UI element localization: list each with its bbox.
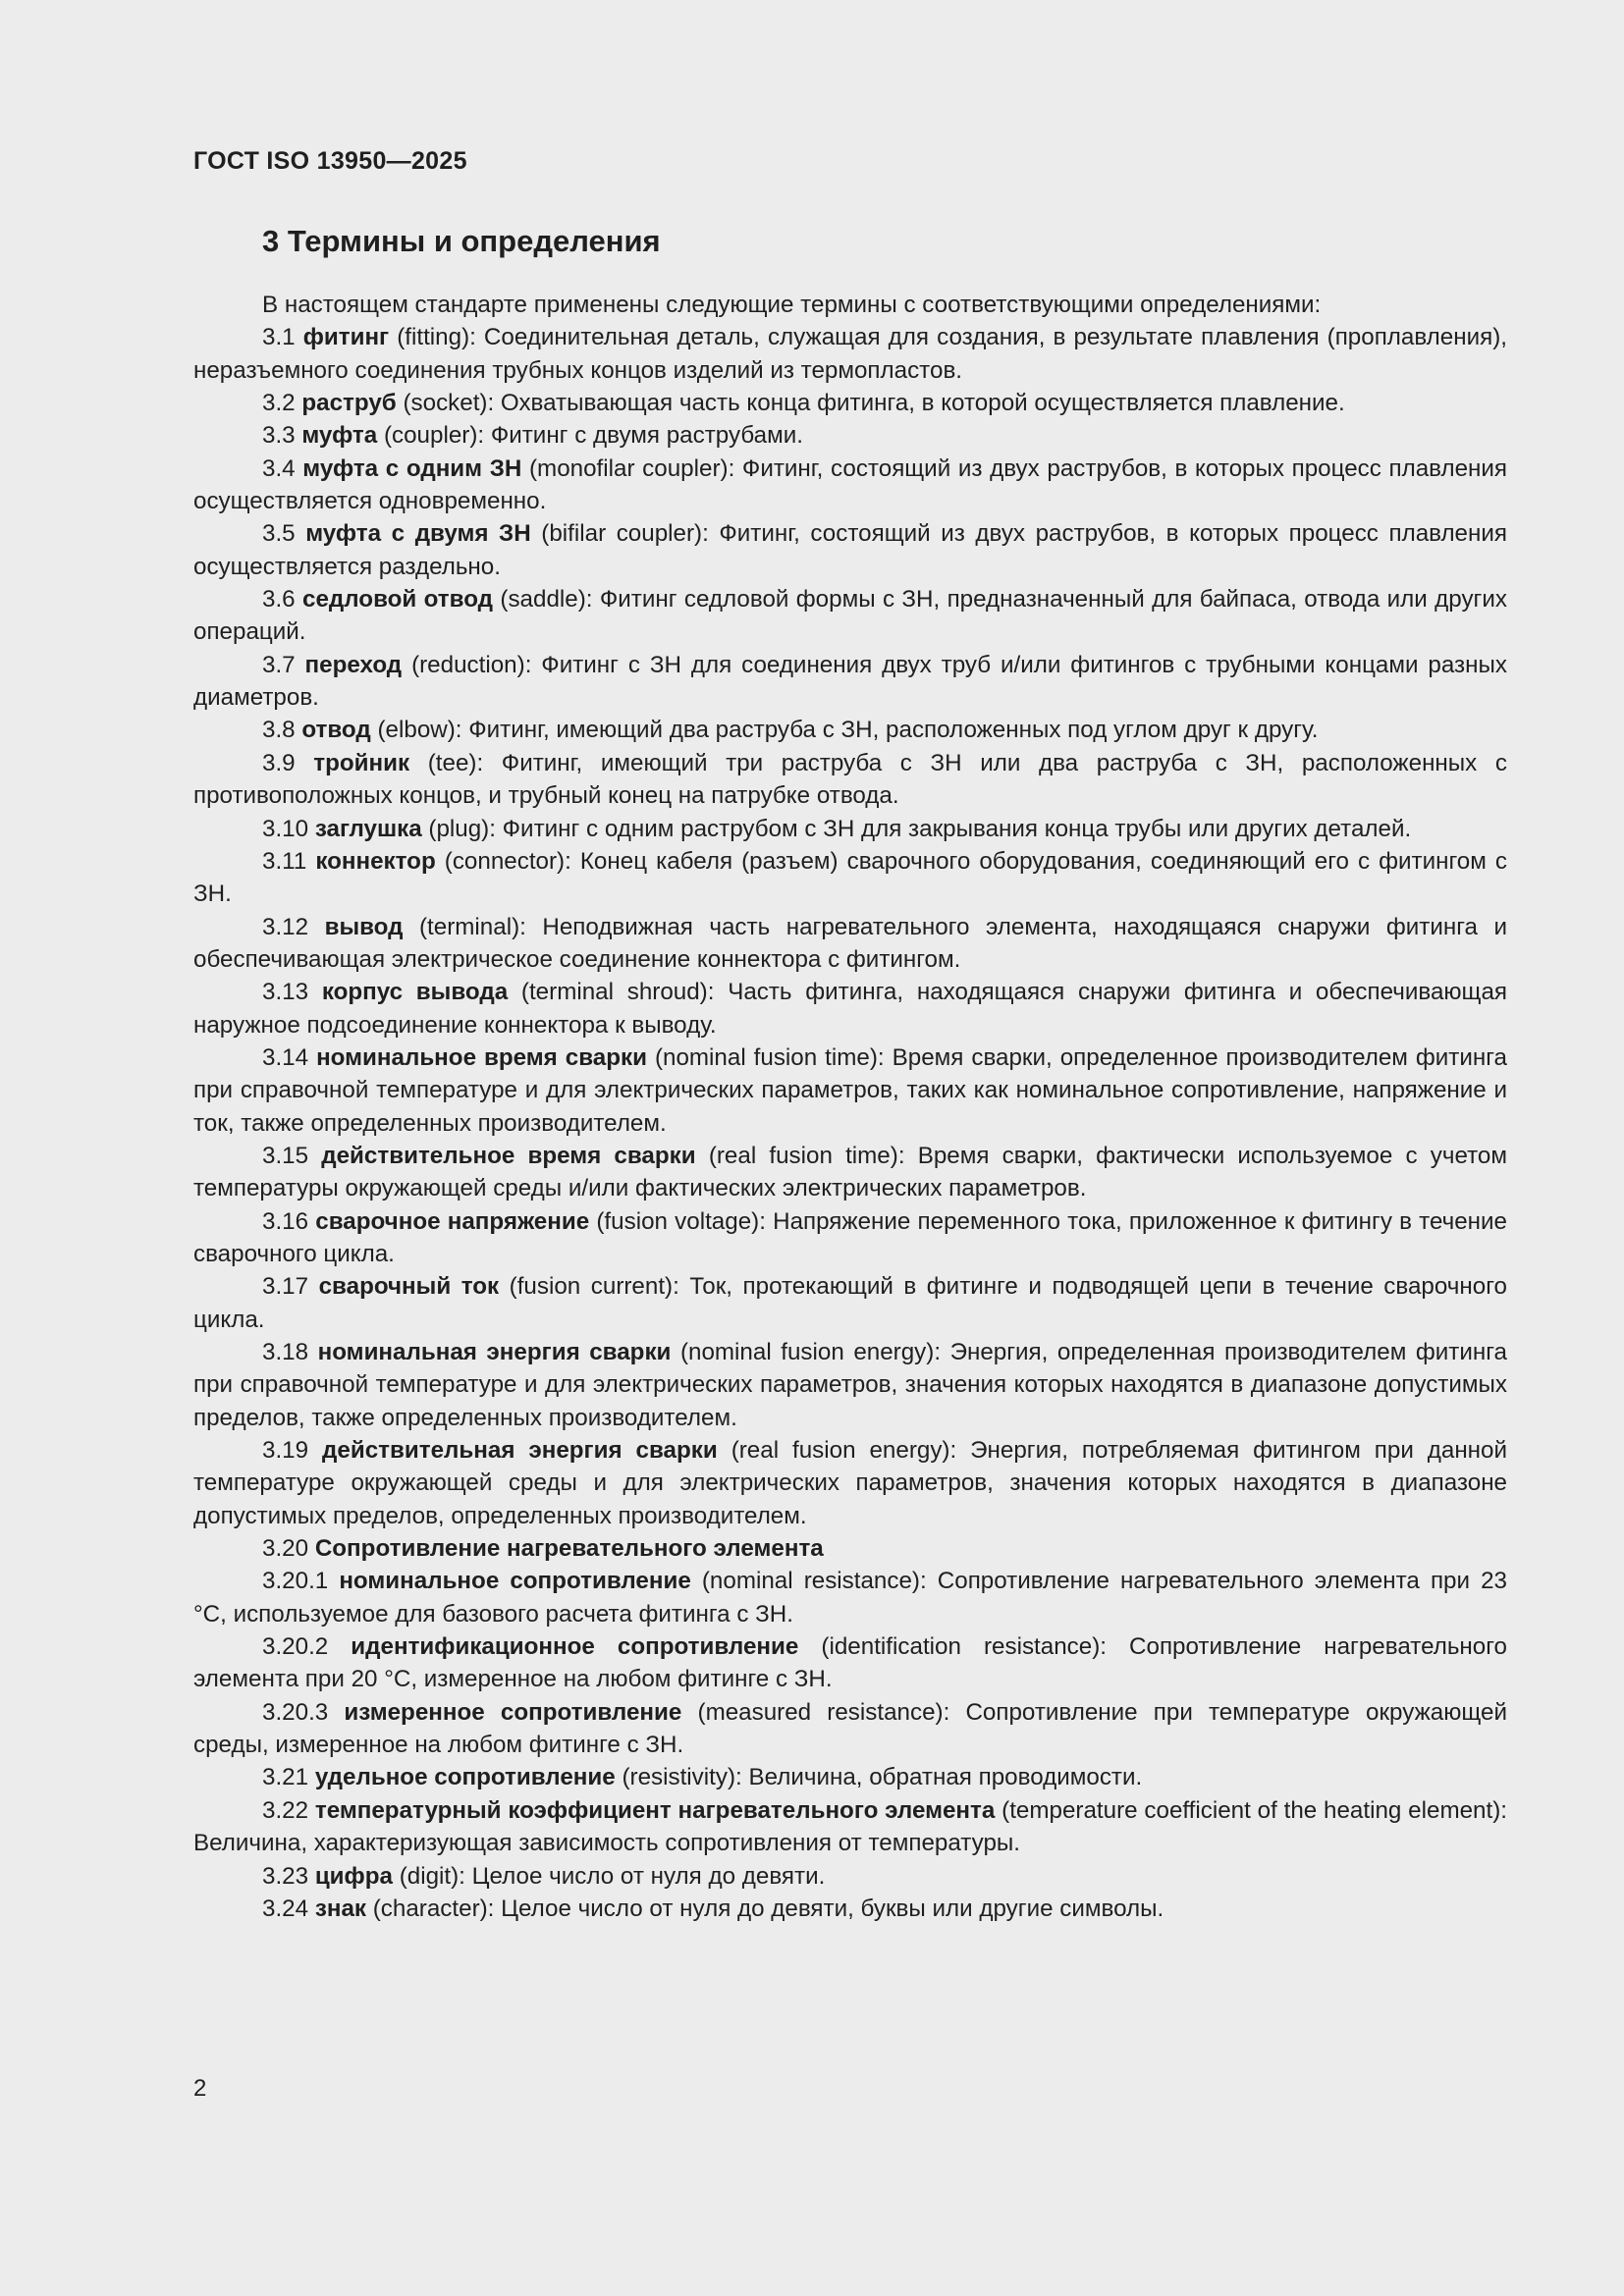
term-name: действительная энергия сварки	[322, 1437, 718, 1465]
term-entry	[193, 419, 1507, 452]
term-number: 3.13	[262, 979, 309, 1006]
term-entry	[193, 1696, 1507, 1762]
definitions-list	[193, 289, 1507, 1925]
term-definition: (monofilar coupler): Фитинг, состоящий из двух раструбов, в которых процесс плавления осуществляется одновременно.	[193, 454, 1507, 515]
page-number: 2	[193, 2075, 207, 2102]
term-entry	[193, 387, 1507, 419]
term-name: фитинг	[302, 324, 390, 351]
term-number: 3.23	[262, 1862, 309, 1890]
term-entry	[193, 1565, 1507, 1630]
term-definition: (tee): Фитинг, имеющий три раструба с ЗН или два раструба с ЗН, расположенных с противоположных концов, и трубный конец на патрубке отвода.	[193, 749, 1507, 810]
term-name: заглушка	[314, 815, 422, 842]
term-number: 3.5	[262, 520, 296, 548]
term-name: вывод	[324, 913, 404, 940]
term-name: муфта	[301, 422, 378, 450]
term-definition: (nominal fusion energy): Энергия, определенная производителем фитинга при справочной температуре и для электрических параметров, значения которых находятся в диапазоне допустимых пределов, также определенных производителем.	[193, 1339, 1507, 1431]
term-definition: (coupler): Фитинг с двумя раструбами.	[383, 422, 803, 450]
term-definition: (fusion current): Ток, протекающий в фитинге и подводящей цепи в течение сварочного цикла.	[193, 1273, 1507, 1333]
section-intro: В настоящем стандарте применены следующие термины с соответствующими определениями:	[262, 292, 1322, 318]
term-number: 3.14	[262, 1043, 309, 1071]
term-definition: (bifilar coupler): Фитинг, состоящий из двух раструбов, в которых процесс плавления осуществляется раздельно.	[193, 520, 1507, 580]
term-entry	[193, 321, 1507, 387]
term-name: раструб	[301, 390, 397, 417]
term-number: 3.21	[262, 1764, 309, 1791]
term-definition: (terminal): Неподвижная часть нагревательного элемента, находящаяся снаружи фитинга и обеспечивающая электрическое соединение коннектора с фитингом.	[193, 913, 1507, 973]
term-number: 3.20	[262, 1535, 309, 1563]
term-definition: (nominal resistance): Сопротивление нагревательного элемента при 23 °C, используемое для базового расчета фитинга с ЗН.	[193, 1568, 1507, 1628]
term-name: муфта с одним ЗН	[302, 454, 522, 482]
term-number: 3.22	[262, 1796, 309, 1824]
term-number: 3.15	[262, 1142, 309, 1169]
term-definition: (socket): Охватывающая часть конца фитинга, в которой осуществляется плавление.	[403, 390, 1345, 417]
term-entries	[193, 321, 1507, 1925]
term-name: номинальная энергия сварки	[317, 1339, 672, 1365]
term-number: 3.17	[262, 1273, 309, 1301]
term-number: 3.8	[262, 717, 296, 744]
term-number: 3.20.1	[262, 1568, 329, 1595]
section-title: 3 Термины и определения	[262, 224, 661, 258]
term-number: 3.11	[262, 847, 307, 875]
term-entry	[193, 1860, 1507, 1893]
term-definition: (reduction): Фитинг с ЗН для соединения двух труб и/или фитингов с трубными концами разных диаметров.	[193, 651, 1507, 712]
term-name: номинальное сопротивление	[339, 1568, 691, 1595]
term-entry	[193, 747, 1507, 813]
term-number: 3.1	[262, 324, 296, 351]
term-definition: (real fusion energy): Энергия, потребляемая фитингом при данной температуре окружающей среды и для электрических параметров, значения которых находятся в диапазоне допустимых пределов, определенных производителем.	[193, 1437, 1507, 1529]
term-entry	[193, 1893, 1507, 1925]
term-definition: (real fusion time): Время сварки, фактически используемое с учетом температуры окружающей среды и/или фактических электрических параметров.	[193, 1142, 1507, 1202]
term-number: 3.12	[262, 913, 309, 940]
term-definition: (fusion voltage): Напряжение переменного тока, приложенное к фитингу в течение сварочного цикла.	[193, 1207, 1507, 1267]
term-number: 3.20.3	[262, 1698, 329, 1726]
term-name: Сопротивление нагревательного элемента	[314, 1535, 824, 1563]
term-name: номинальное время сварки	[316, 1043, 647, 1071]
term-name: сварочное напряжение	[315, 1207, 590, 1235]
term-entry	[193, 1794, 1507, 1860]
term-definition: (saddle): Фитинг седловой формы с ЗН, предназначенный для байпаса, отвода или других операций.	[193, 586, 1507, 646]
term-number: 3.20.2	[262, 1633, 329, 1661]
term-name: идентификационное сопротивление	[351, 1633, 799, 1661]
term-number: 3.3	[262, 422, 296, 450]
term-name: сварочный ток	[318, 1273, 500, 1301]
term-name: отвод	[301, 717, 371, 744]
term-entry	[193, 453, 1507, 518]
term-number: 3.6	[262, 586, 296, 614]
term-entry	[193, 911, 1507, 977]
term-name: корпус вывода	[321, 979, 509, 1006]
term-entry	[193, 1434, 1507, 1532]
term-number: 3.16	[262, 1207, 309, 1235]
term-definition: (identification resistance): Сопротивление нагревательного элемента при 20 °C, измеренное на любом фитинге с ЗН.	[193, 1633, 1507, 1693]
term-entry	[193, 583, 1507, 649]
term-definition: (character): Целое число от нуля до девяти, буквы или другие символы.	[372, 1895, 1164, 1922]
term-entry	[193, 976, 1507, 1041]
term-number: 3.10	[262, 815, 309, 842]
term-name: удельное сопротивление	[314, 1764, 616, 1791]
term-name: температурный коэффициент нагревательного элемента	[314, 1796, 996, 1824]
term-entry	[193, 813, 1507, 845]
term-number: 3.18	[262, 1339, 309, 1365]
term-definition: (resistivity): Величина, обратная проводимости.	[622, 1764, 1143, 1791]
term-definition: (elbow): Фитинг, имеющий два раструба с ЗН, расположенных под углом друг к другу.	[377, 717, 1319, 744]
term-definition: (measured resistance): Сопротивление при температуре окружающей среды, измеренное на любом фитинге с ЗН.	[193, 1698, 1507, 1759]
term-name: тройник	[313, 749, 410, 776]
term-entry	[193, 1532, 1507, 1565]
term-definition: (digit): Целое число от нуля до девяти.	[399, 1862, 826, 1890]
term-entry	[193, 1041, 1507, 1140]
term-number: 3.4	[262, 454, 296, 482]
term-number: 3.19	[262, 1437, 309, 1465]
term-definition: (plug): Фитинг с одним раструбом с ЗН для закрывания конца трубы или других деталей.	[428, 815, 1412, 842]
term-number: 3.7	[262, 651, 296, 678]
term-entry	[193, 1140, 1507, 1205]
term-name: действительное время сварки	[321, 1142, 696, 1169]
term-number: 3.9	[262, 749, 296, 776]
term-entry	[193, 1205, 1507, 1271]
term-definition: (fitting): Соединительная деталь, служащая для создания, в результате плавления (проплавления), неразъемного соединения трубных концов изделий из термопластов.	[193, 324, 1507, 384]
term-entry	[193, 1761, 1507, 1793]
main-content	[193, 222, 1507, 1925]
term-number: 3.2	[262, 390, 296, 417]
term-definition: (terminal shroud): Часть фитинга, находящаяся снаружи фитинга и обеспечивающая наружное подсоединение коннектора к выводу.	[193, 979, 1507, 1039]
document-header: ГОСТ ISO 13950—2025	[193, 147, 467, 175]
term-definition: (temperature coefficient of the heating element): Величина, характеризующая зависимость сопротивления от температуры.	[193, 1796, 1507, 1857]
term-entry	[193, 1336, 1507, 1434]
term-name: муфта с двумя ЗН	[305, 520, 531, 548]
term-number: 3.24	[262, 1895, 309, 1922]
term-entry	[193, 517, 1507, 583]
term-name: седловой отвод	[302, 586, 494, 614]
term-name: цифра	[314, 1862, 393, 1890]
term-name: коннектор	[315, 847, 436, 875]
term-entry	[193, 1270, 1507, 1336]
term-entry	[193, 1630, 1507, 1696]
term-entry	[193, 649, 1507, 715]
term-definition: (nominal fusion time): Время сварки, определенное производителем фитинга при справочной температуре и для электрических параметров, таких как номинальное сопротивление, напряжение и ток, также определенных производителем.	[193, 1043, 1507, 1137]
term-name: измеренное сопротивление	[344, 1698, 682, 1726]
term-name: знак	[314, 1895, 367, 1922]
term-entry	[193, 845, 1507, 911]
term-name: переход	[304, 651, 403, 678]
term-definition: (connector): Конец кабеля (разъем) сварочного оборудования, соединяющий его с фитингом с ЗН.	[193, 847, 1507, 908]
term-entry	[193, 714, 1507, 746]
